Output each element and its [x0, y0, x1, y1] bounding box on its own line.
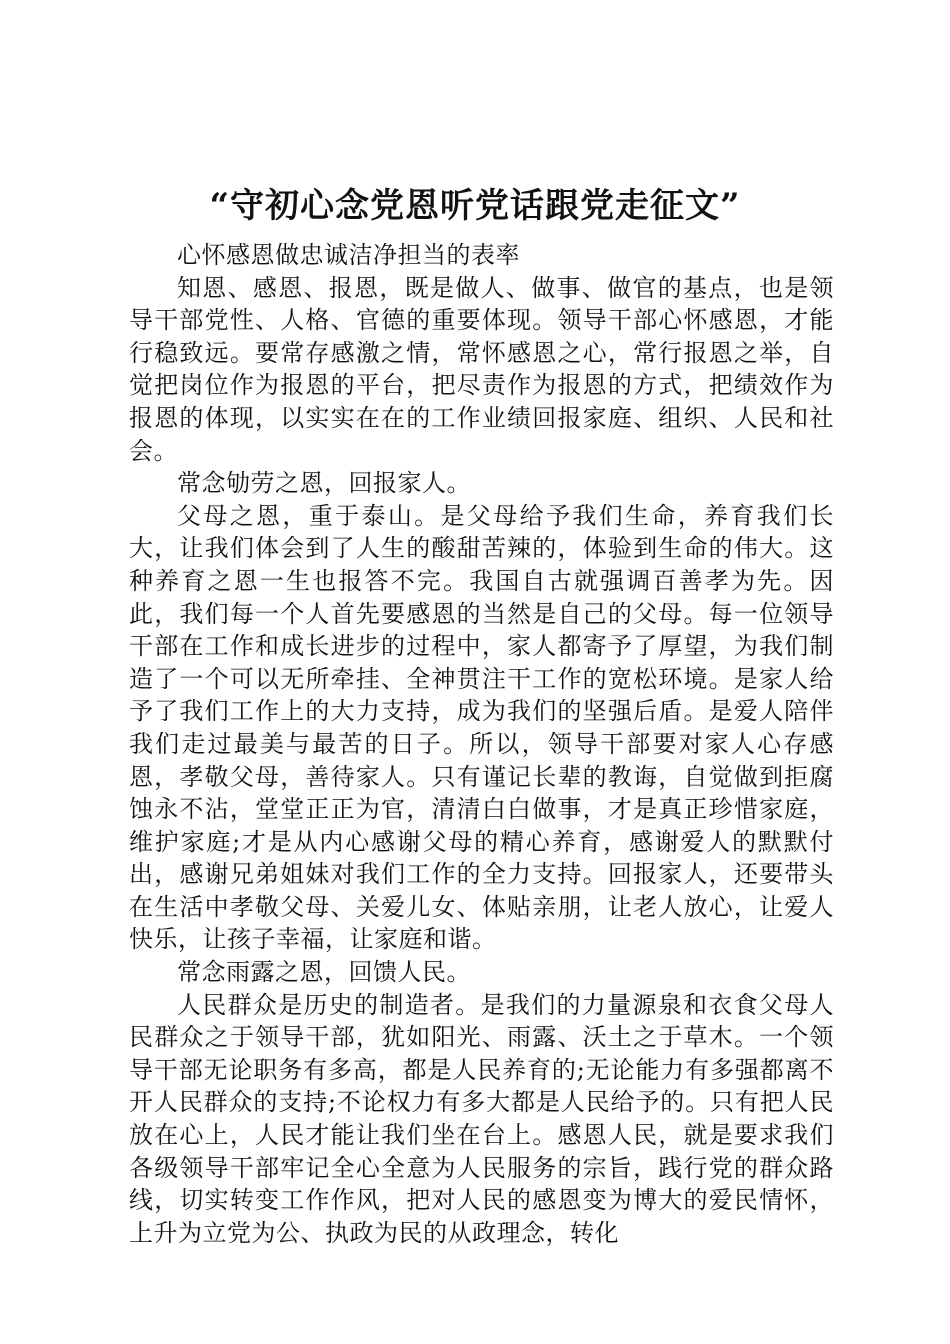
document-title: “守初心念党恩听党话跟党走征文”	[209, 186, 741, 226]
paragraph-subtitle: 心怀感恩做忠诚洁净担当的表率	[177, 241, 520, 269]
paragraph: 父母之恩，重于泰山。是父母给予我们生命，养育我们长大，让我们体会到了人生的酸甜苦辣的，体验到生命的伟大。这种养育之恩一生也报答不完。我国自古就强调百善孝为先。因此，我们每一个人首先要感恩的当然是自己的父母。每一位领导干部在工作和成长进步的过程中，家人都寄予了厚望，为我们制造了一个可以无所牵挂、全神贯注干工作的宽松环境。是家人给予了我们工作上的大力支持，成为我们的坚强后盾。是爱人陪伴我们走过最美与最苦的日子。所以，领导干部要对家人心存感恩，孝敬父母，善待家人。只有谨记长辈的教诲，自觉做到拒腐蚀永不沾，堂堂正正为官，清清白白做事，才是真正珍惜家庭，维护家庭;才是从内心感谢父母的精心养育，感谢爱人的默默付出，感谢兄弟姐妹对我们工作的全力支持。回报家人，还要带头在生活中孝敬父母、关爱儿女、体贴亲朋，让老人放心，让爱人快乐，让孩子幸福，让家庭和谐。	[129, 501, 834, 954]
paragraph: 知恩、感恩、报恩，既是做人、做事、做官的基点，也是领导干部党性、人格、官德的重要体现。领导干部心怀感恩，才能行稳致远。要常存感激之情，常怀感恩之心，常行报恩之举，自觉把岗位作为报恩的平台，把尽责作为报恩的方式，把绩效作为报恩的体现，以实实在在的工作业绩回报家庭、组织、人民和社会。	[129, 273, 834, 465]
paragraph-heading: 常念劬劳之恩，回报家人。	[177, 469, 471, 498]
paragraph: 人民群众是历史的制造者。是我们的力量源泉和衣食父母人民群众之于领导干部，犹如阳光、雨露、沃土之于草木。一个领导干部无论职务有多高，都是人民养育的;无论能力有多强都离不开人民群众的支持;不论权力有多大都是人民给予的。只有把人民放在心上，人民才能让我们坐在台上。感恩人民，就是要求我们各级领导干部牢记全心全意为人民服务的宗旨，践行党的群众路线，切实转变工作作风，把对人民的感恩变为博大的爱民情怀，上升为立党为公、执政为民的从政理念，转化	[129, 990, 834, 1247]
paragraph-heading: 常念雨露之恩，回馈人民。	[177, 958, 471, 987]
document-body	[129, 239, 834, 1249]
